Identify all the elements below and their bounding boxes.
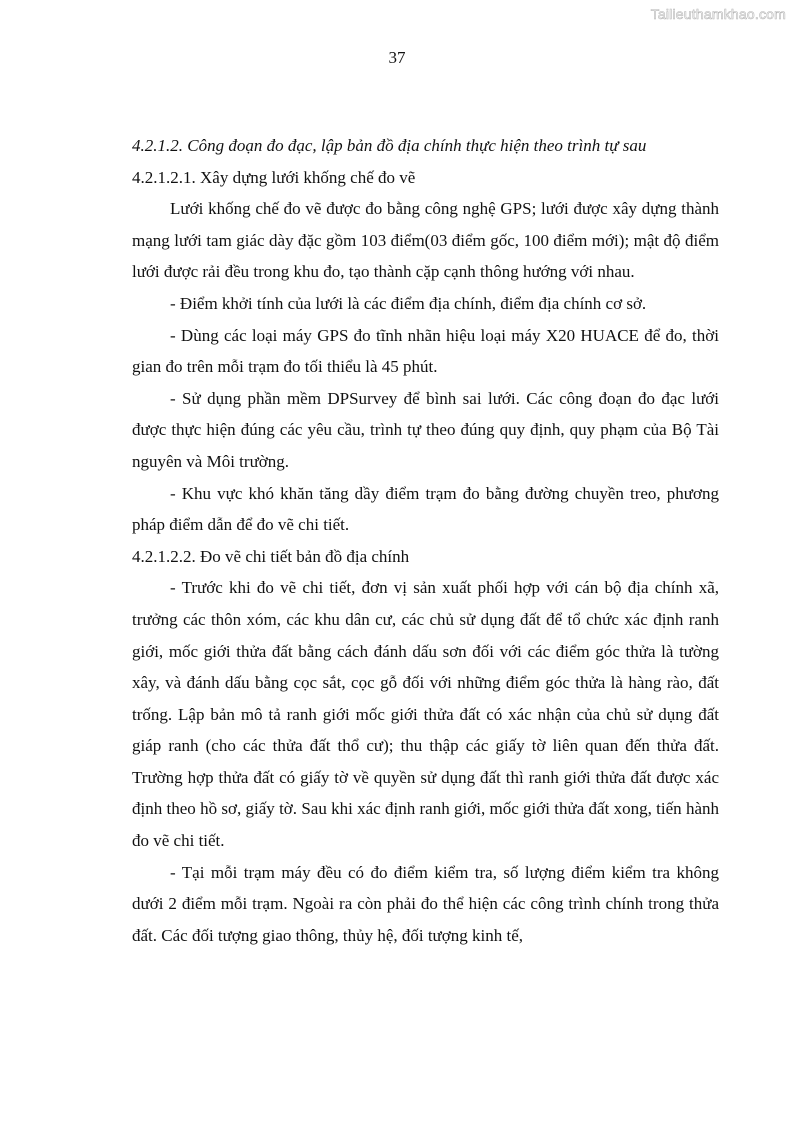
paragraph: - Trước khi đo vẽ chi tiết, đơn vị sản xuất phối hợp với cán bộ địa chính xã, trưởng các thôn xóm, các khu dân cư, các chủ sử dụng đất để tổ chức xác định ranh giới, mốc giới thửa đất bằng cách đánh dấu sơn đối với các điểm góc thửa là tường xây, và đánh dấu bằng cọc sắt, cọc gỗ đối với những điểm góc thửa là hàng rào, đất trống. Lập bản mô tả ranh giới mốc giới thửa đất có xác nhận của chủ sử dụng đất giáp ranh (cho các thửa đất thổ cư); thu thập các giấy tờ liên quan đến thửa đất. Trường hợp thửa đất có giấy tờ về quyền sử dụng đất thì ranh giới thửa đất được xác định theo hồ sơ, giấy tờ. Sau khi xác định ranh giới, mốc giới thửa đất xong, tiến hành đo vẽ chi tiết. — [132, 578, 719, 851]
paragraph: Lưới khống chế đo vẽ được đo bằng công nghệ GPS; lưới được xây dựng thành mạng lưới tam giác dày đặc gồm 103 điểm(03 điểm gốc, 100 điểm mới); mật độ điểm lưới được rải đều trong khu đo, tạo thành cặp cạnh thông hướng với nhau. — [132, 199, 719, 282]
watermark: Tailieuthamkhao.com — [650, 6, 786, 22]
paragraph: - Tại mỗi trạm máy đều có đo điểm kiểm tra, số lượng điểm kiểm tra không dưới 2 điểm mỗi trạm. Ngoài ra còn phải đo thể hiện các công trình chính trong thửa đất. Các đối tượng giao thông, thủy hệ, đối tượng kinh tế, — [132, 862, 719, 945]
paragraph: - Sử dụng phần mềm DPSurvey để bình sai lưới. Các công đoạn đo đạc lưới được thực hiện đúng các yêu cầu, trình tự theo đúng quy định, quy phạm của Bộ Tài nguyên và Môi trường. — [132, 388, 719, 471]
paragraph: - Dùng các loại máy GPS đo tĩnh nhãn hiệu loại máy X20 HUACE để đo, thời gian đo trên mỗi trạm đo tối thiểu là 45 phút. — [132, 325, 719, 377]
subsection-heading: 4.2.1.2.1. Xây dựng lưới khống chế đo vẽ — [132, 167, 416, 187]
document-body — [132, 130, 719, 951]
section-heading: 4.2.1.2. Công đoạn đo đạc, lập bản đồ địa chính thực hiện theo trình tự sau — [132, 136, 647, 155]
paragraph: - Khu vực khó khăn tăng dầy điểm trạm đo bằng đường chuyền treo, phương pháp điểm dẫn để đo vẽ chi tiết. — [132, 483, 719, 535]
subsection-heading: 4.2.1.2.2. Đo vẽ chi tiết bản đồ địa chính — [132, 546, 410, 566]
page-number: 37 — [388, 48, 406, 67]
paragraph: - Điểm khởi tính của lưới là các điểm địa chính, điểm địa chính cơ sở. — [170, 293, 647, 313]
